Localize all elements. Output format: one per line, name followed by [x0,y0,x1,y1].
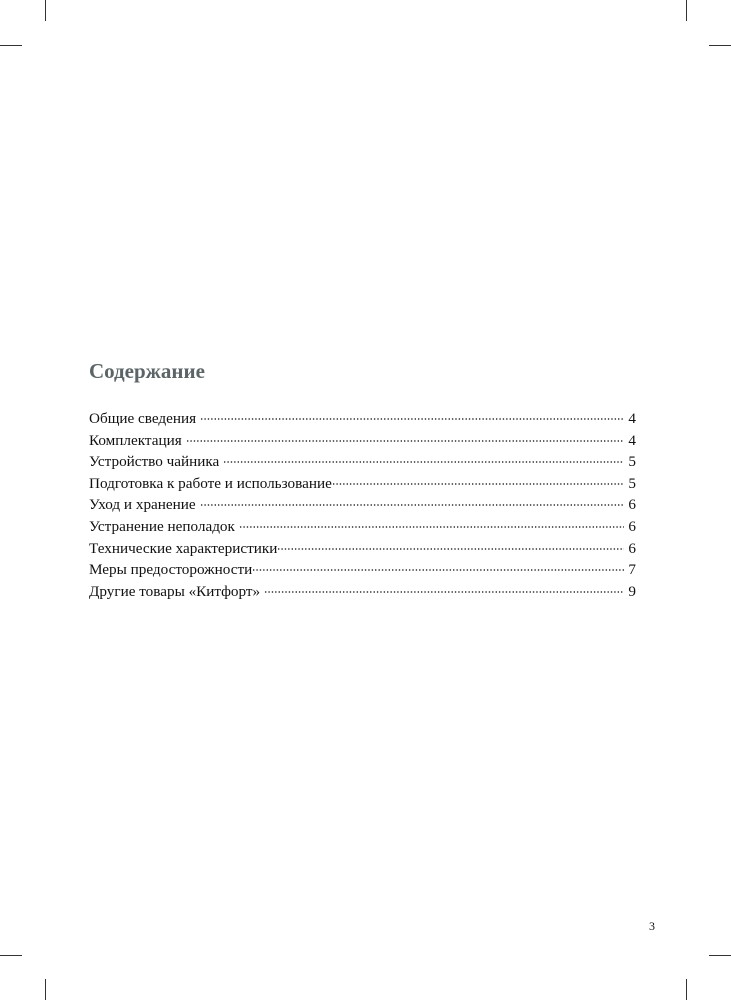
dot-leader [277,548,624,550]
toc-entry-safety-precautions[interactable] [89,559,636,581]
toc-entry-specifications[interactable] [89,538,636,560]
toc-entry-label: Подготовка к работе и использование [89,474,332,492]
toc-entry-page: 6 [628,539,636,557]
crop-mark-top-left [45,0,46,21]
toc-entry-page: 6 [628,496,636,514]
dot-leader [186,440,624,442]
toc-entry-page: 4 [628,431,636,449]
toc-entry-page: 5 [628,453,636,471]
crop-mark-top-right-horizontal [709,45,731,46]
toc-entry-label: Общие сведения [89,410,197,427]
toc-entry-label: Устройство чайника [89,453,220,471]
toc-entry-label: Устранение неполадок [89,517,235,535]
toc-entry-label: Технические характеристики [89,539,278,557]
toc-entry-page: 7 [628,561,636,579]
crop-mark-top-left-horizontal [0,45,22,46]
dot-leader [264,591,624,593]
dot-leader [200,504,624,506]
toc-entry-other-products[interactable] [89,581,636,603]
crop-mark-bottom-right [686,979,687,1000]
dot-leader [252,569,624,571]
toc-list [89,408,636,602]
toc-entry-package-contents[interactable] [89,430,636,452]
toc-title: Содержание [89,359,205,383]
table-of-contents [89,356,636,602]
crop-mark-bottom-left [45,979,46,1000]
toc-entry-label: Комплектация [89,431,182,449]
dot-leader [332,483,624,485]
toc-entry-page: 4 [628,410,636,427]
toc-entry-page: 6 [628,517,636,535]
crop-mark-bottom-left-horizontal [0,955,22,956]
toc-entry-care-and-storage[interactable] [89,494,636,516]
page-number: 3 [649,919,655,933]
toc-entry-page: 9 [628,582,636,600]
toc-entry-kettle-design[interactable] [89,451,636,473]
toc-entry-label: Уход и хранение [89,496,196,514]
toc-entry-general-info[interactable] [89,408,636,430]
dot-leader [200,418,624,420]
toc-entry-preparation-and-use[interactable] [89,473,636,495]
dot-leader [239,526,624,528]
toc-entry-label: Другие товары «Китфорт» [89,582,261,600]
toc-entry-troubleshooting[interactable] [89,516,636,538]
dot-leader [223,461,624,463]
toc-entry-page: 5 [628,474,636,492]
crop-mark-bottom-right-horizontal [709,955,731,956]
crop-mark-top-right [686,0,687,21]
toc-entry-label: Меры предосторожности [89,561,253,579]
